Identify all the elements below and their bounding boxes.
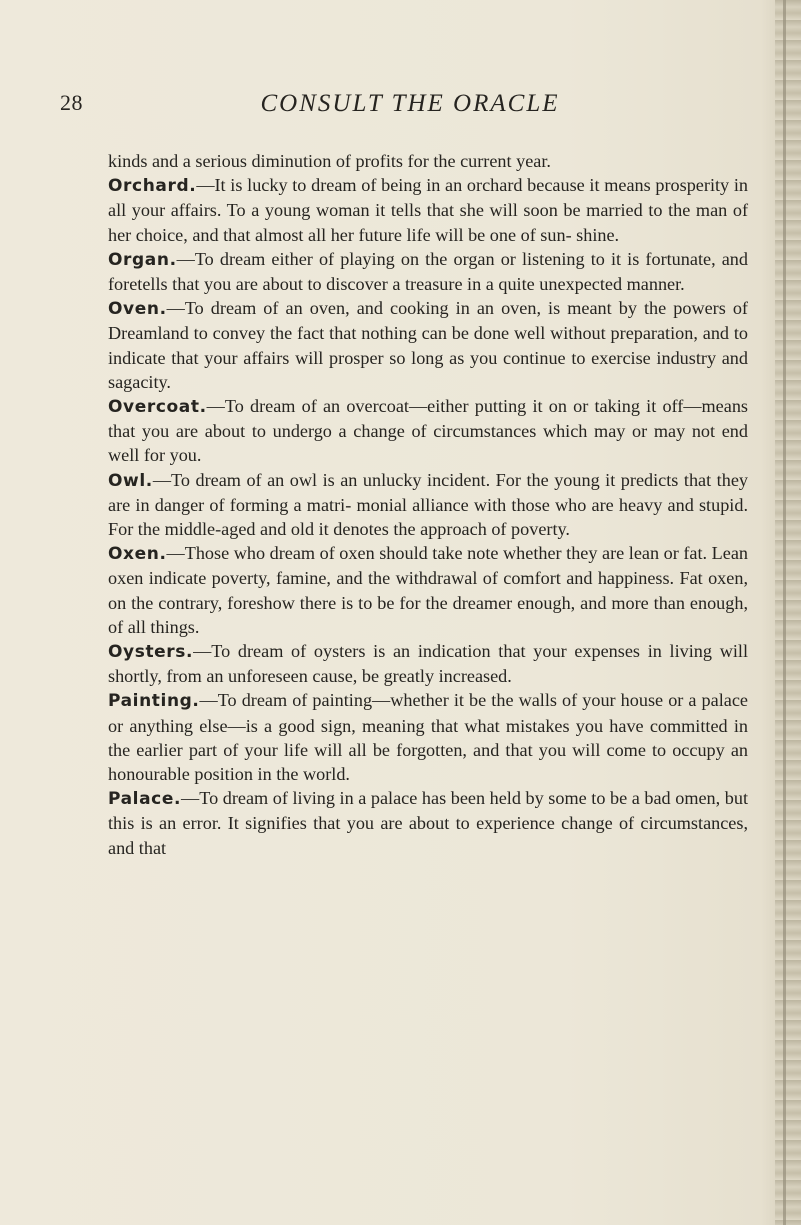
entry-head: Oven. <box>108 299 167 320</box>
entry-oysters <box>108 639 748 688</box>
entry-head: Owl. <box>108 470 153 491</box>
entry-text: —To dream of painting—whether it be the walls of your house or a palace or anything else—is a good sign, meaning that what mistakes you have committed in the earlier part of your life will all be forgotten, and that you will come to occupy an honourable position in the world. <box>108 690 748 785</box>
page-number: 28 <box>60 90 83 115</box>
entry-head: Overcoat. <box>108 397 207 418</box>
entry-text: —To dream either of playing on the organ or listening to it is fortunate, and foretells that you are about to discover a treasure in a quite unexpected manner. <box>108 248 748 295</box>
entry-owl <box>108 468 748 542</box>
entry-text: —Those who dream of oxen should take note whether they are lean or fat. Lean oxen indicate poverty, famine, and the withdrawal of comfort and happiness. Fat oxen, on the contrary, foreshow there is to be for the dreamer enough, and more than enough, of all things. <box>108 543 748 637</box>
page-header <box>60 90 760 130</box>
running-title: CONSULT THE ORACLE <box>260 90 560 117</box>
continuation-paragraph: kinds and a serious diminution of profits for the current year. <box>108 151 551 171</box>
entry-overcoat <box>108 394 748 468</box>
entry-organ <box>108 247 748 296</box>
entry-head: Oxen. <box>108 544 167 565</box>
entry-painting <box>108 688 748 786</box>
entry-text: —To dream of an oven, and cooking in an oven, is meant by the powers of Dreamland to convey the fact that nothing can be done well without preparation, and to indicate that your affairs will prosper so long as you continue to exercise industry and sagacity. <box>108 298 748 392</box>
entry-head: Orchard. <box>108 176 197 197</box>
entry-head: Palace. <box>108 789 182 810</box>
body-text <box>108 149 748 860</box>
entry-head: Oysters. <box>108 642 194 663</box>
entry-head: Organ. <box>108 249 177 270</box>
entry-palace <box>108 786 748 860</box>
entry-text: —To dream of oysters is an indication that your expenses in living will shortly, from an unforeseen cause, be greatly increased. <box>108 641 748 687</box>
page-edge <box>775 0 801 1225</box>
entry-text: —To dream of living in a palace has been held by some to be a bad omen, but this is an error. It signifies that you are about to experience change of circumstances, and that <box>108 788 748 858</box>
entry-head: Painting. <box>108 691 200 712</box>
entry-text: —To dream of an overcoat—either putting it on or taking it off—means that you are about to undergo a change of circumstances which may or may not end well for you. <box>108 396 748 466</box>
entry-text: —It is lucky to dream of being in an orchard because it means prosperity in all your affairs. To a young woman it tells that she will soon be married to the man of her choice, and that almost all her future life will be one of sun- shine. <box>108 175 748 245</box>
entry-oxen <box>108 541 748 639</box>
entry-orchard <box>108 173 748 247</box>
entry-text: —To dream of an owl is an unlucky incident. For the young it predicts that they are in danger of forming a matri- monial alliance with those who are heavy and stupid. For the middle-aged and old it denotes the approach of poverty. <box>108 469 748 540</box>
entry-oven <box>108 296 748 394</box>
